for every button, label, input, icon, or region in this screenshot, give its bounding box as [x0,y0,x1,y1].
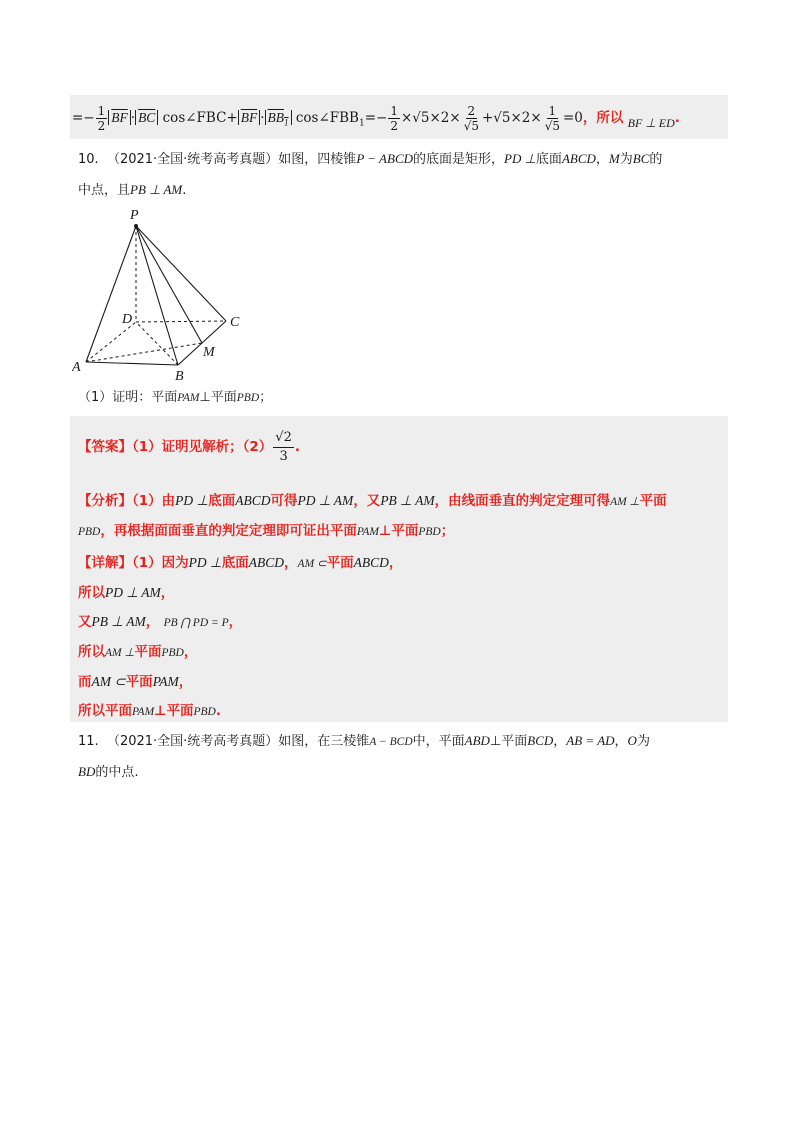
cos-fbc: cos∠FBC [162,110,227,126]
answer-label: 【答案】（1）证明见解析；（2） [78,439,273,455]
detail-line4: 所以AM ⊥平面PBD， [78,644,198,660]
edge-pb [136,226,178,365]
label-d: D [122,312,133,327]
detail-line5: 而AM ⊂平面PAM， [78,674,193,690]
q10-part1: （1）证明：平面PAM⊥平面PBD； [78,390,273,405]
fraction-half: $\frac{1}{2}$ [97,104,106,133]
answer-line: 【答案】（1）证明见解析；（2） $\frac{√2}{3}$ . [78,430,300,464]
answer-fraction: $\frac{√2}{3}$ [275,430,292,464]
conclusion-bf-ed: BF ⊥ ED [627,116,675,130]
vertex-p-dot [134,224,138,228]
detail-line1: 【详解】（1）因为PD ⊥底面ABCD，AM ⊂平面ABCD， [78,555,403,571]
fraction-one-over-root5: $\frac{1}{√5}$ [544,104,560,133]
q10-line2: 中点，且PB ⊥ AM. [78,182,187,198]
vector-bf: $\overline{BF}$ [108,110,131,125]
q10-source: （2021·全国·统考高考真题）如图，四棱锥 [106,152,357,167]
q10-line1: 10. （2021·全国·统考高考真题）如图，四棱锥P − ABCD的底面是矩形，PD ⊥底面ABCD，M为BC的 [78,151,663,167]
label-p: P [130,208,139,223]
pyramid-figure [72,205,252,380]
label-c: C [230,315,240,330]
vector-bf-2: $\overline{BF}$ [238,110,261,125]
edge-ab [86,362,178,365]
detail-line3: 又PB ⊥ AM， PB ⋂ PD = P， [78,614,243,630]
edge-dc [136,321,226,322]
formula-prefix: =− [72,110,95,126]
vector-bc: $\overline{BC}$ [135,110,158,125]
label-a: A [72,360,81,375]
so-text: ，所以 [582,110,624,126]
fraction-two-over-root5: $\frac{2}{√5}$ [463,104,479,133]
q11-source: （2021·全国·统考高考真题）如图，在三棱锥 [106,734,370,749]
analysis-line2: PBD，再根据面面垂直的判定定理即可证出平面PAM⊥平面PBD； [78,523,455,539]
cos-fbb1: $\cos\angle FBB_1$ [295,110,365,129]
q11-line1: 11. （2021·全国·统考高考真题）如图，在三棱锥A − BCD中，平面ABD⊥平面BCD，AB = AD，O为 [78,733,650,749]
detail-line2: 所以PD ⊥ AM， [78,585,175,601]
analysis-line1: 【分析】（1）由PD ⊥底面ABCD可得PD ⊥ AM，又PB ⊥ AM，由线面垂直的判定定理可得AM ⊥平面 [78,493,667,509]
detail-line6: 所以平面PAM⊥平面PBD. [78,703,221,719]
edge-bc [178,321,226,365]
q10-number: 10. [78,152,99,167]
fraction-half-2: $\frac{1}{2}$ [390,104,398,133]
top-formula-line: =− $\frac{1}{2}$ $\overline{BF} \cdot \overline{BC}$ cos∠FBC+ $\overline{BF} \cdot BB_1$ $\cos\angle FBB_1=-$ $\frac{1}{2}$ ×√5×2× $\frac{2}{√5}$ +√5×2× $\frac{1}{√5}$ =0，所以 BF ⊥ ED. [72,104,680,133]
q11-line2: BD的中点. [78,764,139,780]
vector-bb1: $BB_1$ [265,110,292,125]
label-b: B [175,369,184,380]
label-m: M [203,345,215,360]
q11-number: 11. [78,734,99,749]
